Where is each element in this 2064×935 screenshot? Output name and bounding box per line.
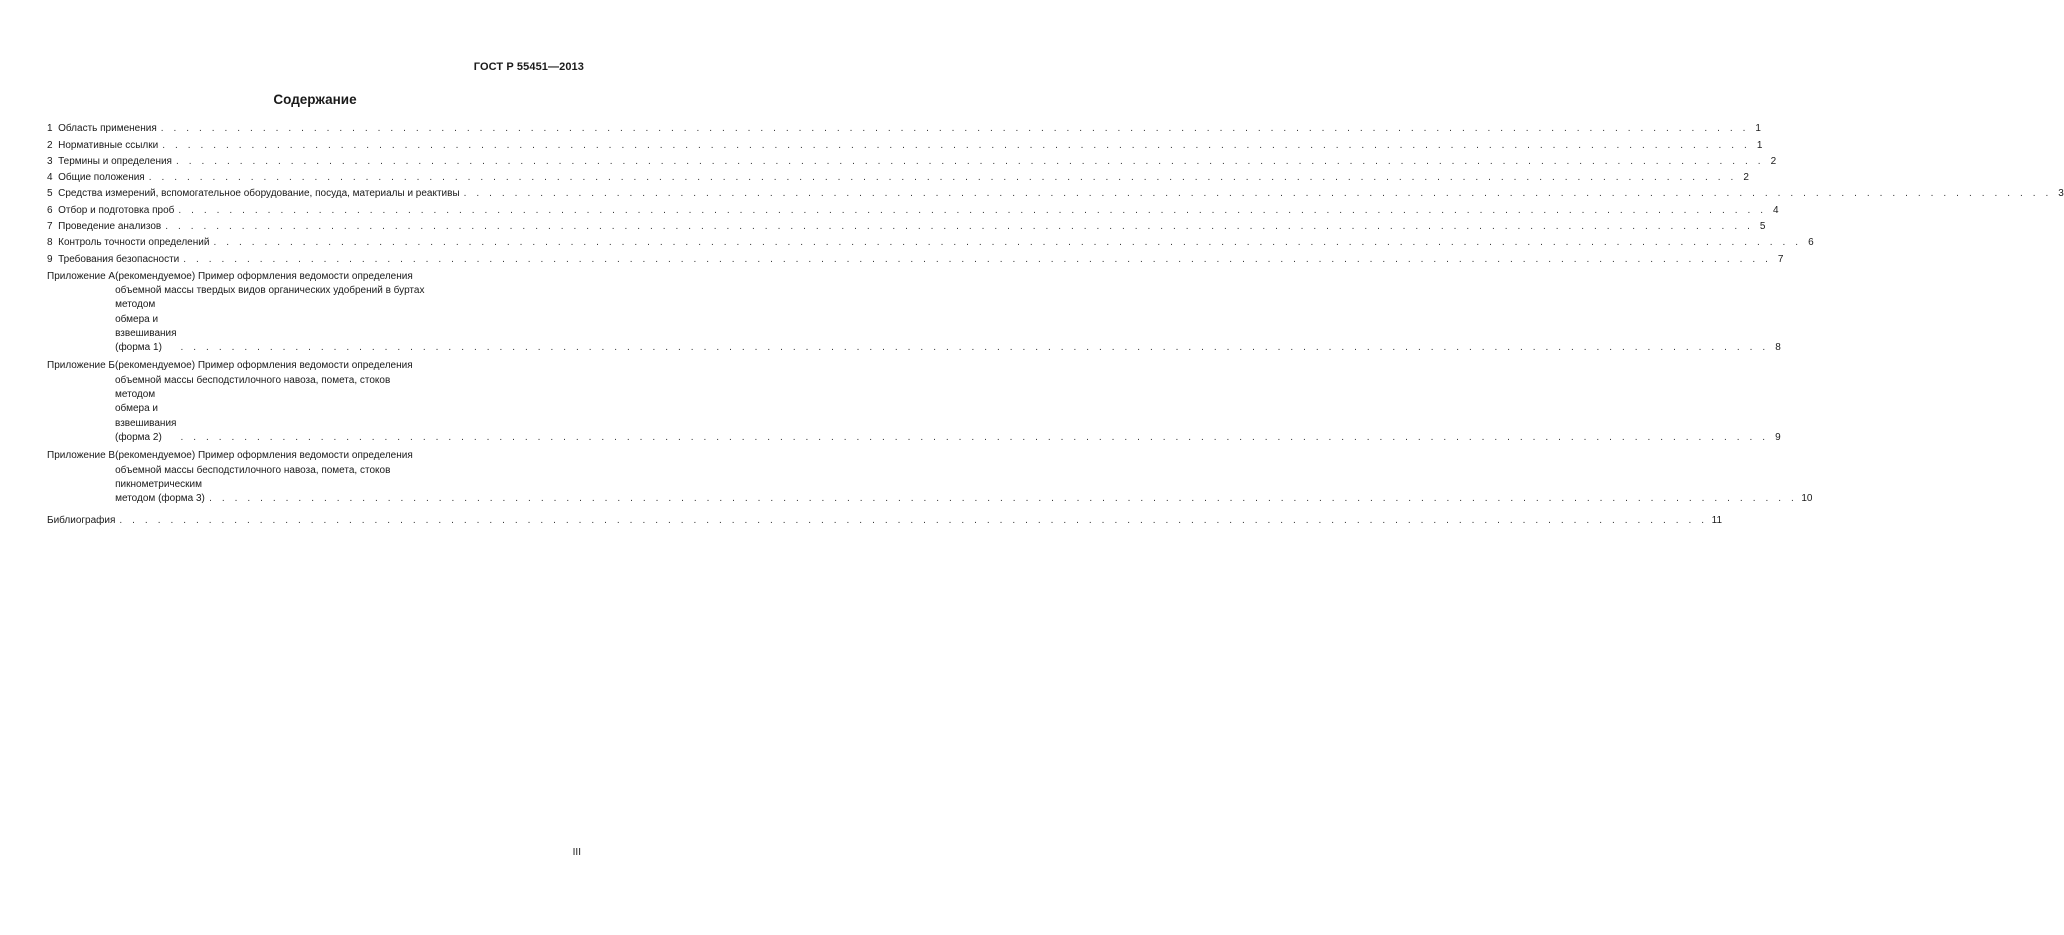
toc-entry-page: 1 [1756, 139, 1763, 151]
appendix-title-line: методом обмера и взвешивания (форма 2) [115, 389, 177, 443]
toc-entry[interactable] [47, 119, 1761, 135]
appendix-title-last-line [115, 478, 1813, 507]
toc-entry-label: Требования безопасности [58, 253, 180, 265]
appendix-label: Приложение Б [47, 360, 115, 372]
toc-entry-label: Область применения [58, 123, 157, 135]
toc-entry[interactable] [47, 200, 1779, 216]
toc-entry[interactable] [47, 249, 1784, 265]
dot-leader [181, 341, 1769, 355]
appendix-description [115, 270, 1781, 356]
toc-entry-bibliography[interactable] [47, 510, 1723, 526]
dot-leader [119, 515, 1707, 527]
toc-entry[interactable] [47, 217, 1766, 233]
toc-entry[interactable] [47, 135, 1763, 151]
toc-entry-label: Общие положения [58, 172, 145, 184]
dot-leader [180, 431, 1768, 445]
appendix-label: Приложение В [47, 450, 116, 462]
toc-entry-number: 4 [47, 172, 53, 184]
toc-entry[interactable] [47, 152, 1777, 168]
appendix-title-line: (рекомендуемое) Пример оформления ведомости определения [115, 270, 413, 282]
toc-entry[interactable] [47, 168, 1749, 184]
page-number: III [572, 847, 581, 858]
toc-entry-page: 2 [1743, 172, 1749, 184]
toc-entry-label: Нормативные ссылки [58, 139, 159, 151]
toc-entry-page: 11 [1711, 514, 1723, 526]
toc-entry-label: Библиография [47, 514, 116, 526]
toc-entry-appendix[interactable] [47, 359, 1781, 445]
toc-entry-page: 6 [1808, 237, 1814, 249]
appendix-title-line: (рекомендуемое) Пример оформления ведомости определения [115, 450, 413, 462]
dot-leader [209, 492, 1797, 506]
toc-entry-page: 1 [1755, 123, 1761, 135]
page-title: Содержание [273, 92, 357, 107]
toc-entry-appendix[interactable] [47, 270, 1781, 356]
toc-appendices [47, 270, 1813, 507]
toc-entry-label: Термины и определения [58, 155, 172, 167]
appendix-title-line: объемной массы бесподстилочного навоза, помета, стоков [115, 374, 391, 386]
dot-leader [213, 237, 1801, 249]
toc-entry[interactable] [47, 184, 2064, 200]
toc-entry-label: Средства измерений, вспомогательное оборудование, посуда, материалы и реактивы [58, 188, 460, 200]
dot-leader [178, 205, 1766, 217]
toc-entry-label: Контроль точности определений [58, 237, 210, 249]
toc-entry-number: 7 [47, 221, 53, 233]
toc-entry[interactable] [47, 233, 1814, 249]
toc-entry-appendix[interactable] [47, 449, 1813, 506]
toc-entry-page: 9 [1775, 431, 1781, 443]
document-designation: ГОСТ Р 55451—2013 [473, 61, 584, 73]
dot-leader [149, 172, 1737, 184]
toc-entry-number: 1 [47, 123, 53, 135]
table-of-contents [47, 119, 2064, 527]
toc-entry-page: 2 [1770, 155, 1777, 167]
appendix-label: Приложение А [47, 270, 116, 282]
toc-entry-page: 8 [1775, 342, 1781, 354]
dot-leader [162, 140, 1750, 152]
appendix-title-line: (рекомендуемое) Пример оформления ведомости определения [115, 360, 413, 372]
appendix-title-line: объемной массы бесподстилочного навоза, помета, стоков [115, 464, 391, 476]
appendix-title-line: объемной массы твердых видов органических удобрений в буртах [115, 284, 425, 296]
toc-entry-label: Проведение анализов [58, 221, 162, 233]
toc-entry-page: 5 [1759, 221, 1766, 233]
toc-entry-page: 7 [1777, 253, 1784, 265]
toc-entry-number: 9 [47, 253, 53, 265]
toc-entry-page: 10 [1801, 493, 1813, 505]
appendix-title-line: пикнометрическим методом (форма 3) [115, 478, 205, 505]
dot-leader [183, 254, 1771, 266]
toc-entry-number: 5 [47, 188, 53, 200]
appendix-description [115, 449, 1813, 506]
toc-entry-label: Отбор и подготовка проб [58, 204, 175, 216]
toc-entry-page: 4 [1773, 204, 1779, 216]
dot-leader [161, 123, 1749, 135]
toc-entry-number: 8 [47, 237, 53, 249]
toc-entry-number: 6 [47, 204, 53, 216]
toc-entry-number: 3 [47, 155, 53, 167]
dot-leader [176, 156, 1764, 168]
toc-sections [47, 119, 2064, 266]
appendix-title-line: методом обмера и взвешивания (форма 1) [115, 299, 177, 354]
appendix-title-last-line [115, 298, 1781, 355]
toc-entry-number: 2 [47, 139, 53, 151]
toc-entry-page: 3 [2058, 188, 2064, 200]
dot-leader [464, 188, 2052, 200]
appendix-description [115, 359, 1781, 445]
dot-leader [165, 221, 1753, 233]
appendix-title-last-line [115, 388, 1781, 445]
